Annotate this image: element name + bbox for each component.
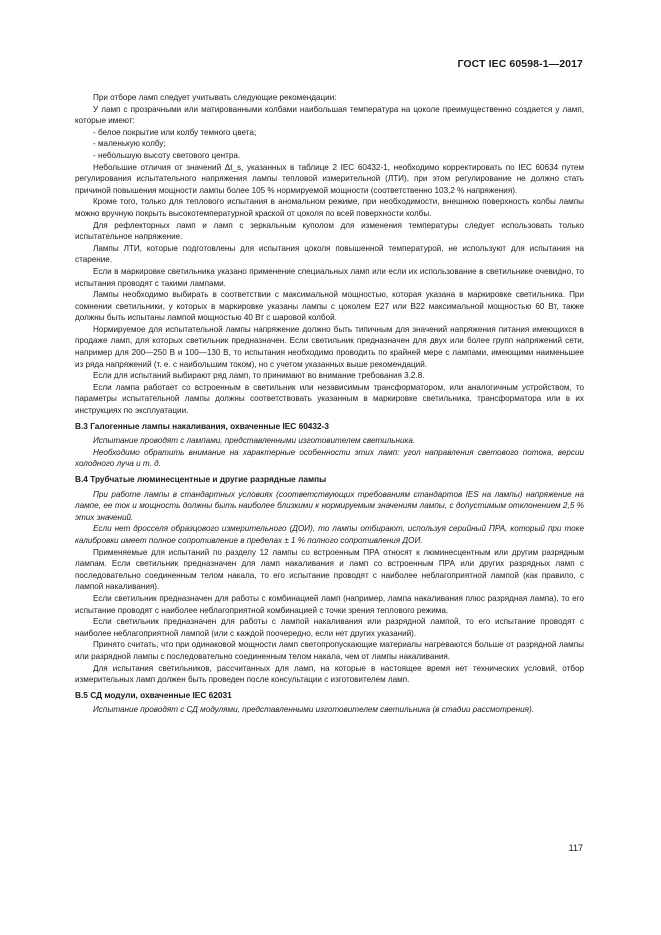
paragraph: Лампы необходимо выбирать в соответствии с максимальной мощностью, которая указана в маркировке светильника. При сомнении светильники, у которых в маркировке указаны лампы с цоколем Е27 или В22 максимальной мощностью 60 Вт, также должны быть испытаны лампой мощностью 40 Вт с шаровой колбой. <box>75 290 584 323</box>
paragraph: Для рефлекторных ламп и ламп с зеркальным куполом для изменения температуры следует использовать только испытательное напряжение. <box>75 220 584 242</box>
italic-paragraph: При работе лампы в стандартных условиях (соответствующих требованиям стандартов IES на лампы) напряжение на лампе, ее ток и мощность должны быть наиболее близкими к нормируемым значениям лампы, с допустимым отклонением 2,5 % этих значений. <box>75 489 584 522</box>
section-heading: В.3 Галогенные лампы накаливания, охваченные IEC 60432-3 <box>75 420 330 431</box>
italic-paragraph: Если нет дросселя образцового измерительного (ДОИ), то лампы отбирают, используя серийный ПРА, который при токе калибровки имеет полное сопротивление в пределах ± 1 % полного сопротивления ДОИ. <box>75 524 584 545</box>
paragraph: При отборе ламп следует учитывать следующие рекомендации: <box>93 93 337 102</box>
section-heading: В.4 Трубчатые люминесцентные и другие разрядные лампы <box>75 474 327 484</box>
paragraph: Применяемые для испытаний по разделу 12 лампы со встроенным ПРА относят к люминесцентным или другим разрядным лампам. Если светильник предназначен для ламп накаливания и ламп со встроенным ПРА или других разрядных ламп с последовательно соединенным телом накала, то его испытание проводят с наиболее неблагоприятной лампой (как правило, с лампой накаливания). <box>75 547 584 592</box>
italic-paragraph: Испытание проводят с лампами, представленными изготовителем светильника. <box>93 436 416 446</box>
paragraph: Принято считать, что при одинаковой мощности ламп светопропускающие материалы нагреваются больше от разрядной лампы или разрядной лампы с последовательно соединенным телом накала, чем от лампы накаливания. <box>75 640 584 661</box>
paragraph: Нормируемое для испытательной лампы напряжение должно быть типичным для значений напряжения питания имеющихся в продаже ламп, для которых светильник предназначен. Если светильник предназначен для двух или более групп напряжений сети, например для 200—250 В и 100—130 В, то испытания необходимо проводить по крайней мере с лампами, имеющими наименьшее из ряда напряжений (т. е. с наибольшим током), но с учетом указанных выше рекомендаций. <box>75 324 584 369</box>
document-body <box>75 92 584 716</box>
page-header: ГОСТ IEC 60598-1—2017 <box>457 58 583 70</box>
list-item: - белое покрытие или колбу темного цвета; <box>93 127 257 137</box>
paragraph: Если для испытаний выбирают ряд ламп, то принимают во внимание требования 3.2.8. <box>93 371 425 381</box>
list-item: - небольшую высоту светового центра. <box>93 150 241 160</box>
list-item: - маленькую колбу; <box>93 139 166 149</box>
italic-paragraph: Необходимо обратить внимание на характерные особенности этих ламп: угол направления светового потока, версии холодного луча и т. д. <box>75 447 584 469</box>
paragraph: Небольшие отличия от значений Δt_s, указанных в таблице 2 IEC 60432-1, необходимо корректировать по IEC 60634 путем регулирования испытательного напряжения лампы тепловой измерительной (ЛТИ), при этом регулирование не должно стать причиной повышения мощности лампы более 105 % нормируемой мощности (соответственно 103,2 % напряжения). <box>75 162 584 195</box>
section-heading: В.5 СД модули, охваченные IEC 62031 <box>75 689 232 700</box>
paragraph: Если в маркировке светильника указано применение специальных ламп или если их использование в светильнике очевидно, то испытания проводят с такими лампами. <box>75 266 584 288</box>
paragraph: У ламп с прозрачными или матированными колбами наибольшая температура на цоколе преимущественно создается у ламп, которые имеют: <box>75 104 584 126</box>
paragraph: Кроме того, только для теплового испытания в аномальном режиме, при необходимости, внешнюю поверхность колбы лампы можно вручную покрыть высокотемпературной краской от цоколя по всей поверхности колбы. <box>75 197 584 218</box>
page-number: 117 <box>568 843 583 853</box>
italic-paragraph: Испытание проводят с СД модулями, представленными изготовителем светильника (в стадии рассмотрения). <box>93 705 534 715</box>
paragraph: Если светильник предназначен для работы с комбинацией ламп (например, лампа накаливания плюс разрядная лампа), то его испытание проводят с наиболее неблагоприятной комбинацией с точки зрения теплового режима. <box>75 593 584 615</box>
paragraph: Лампы ЛТИ, которые подготовлены для испытания цоколя повышенной температурой, не используют для испытания на старение. <box>75 243 584 265</box>
paragraph: Для испытания светильников, рассчитанных для ламп, на которые в настоящее время нет технических условий, отбор измерительных ламп должен быть проведен после консультации с изготовителем ламп. <box>75 663 584 685</box>
paragraph: Если светильник предназначен для работы с лампой накаливания или разрядной лампой, то его испытание проводят с наиболее неблагоприятной лампой (или с каждой поочередно, если нет других указаний). <box>75 617 584 638</box>
paragraph: Если лампа работает со встроенным в светильник или независимым трансформатором, или аналогичным устройством, то параметры испытательной лампы должны соответствовать указанным в маркировке светильника, трансформатора или в их инструкциях по эксплуатации. <box>75 382 584 416</box>
